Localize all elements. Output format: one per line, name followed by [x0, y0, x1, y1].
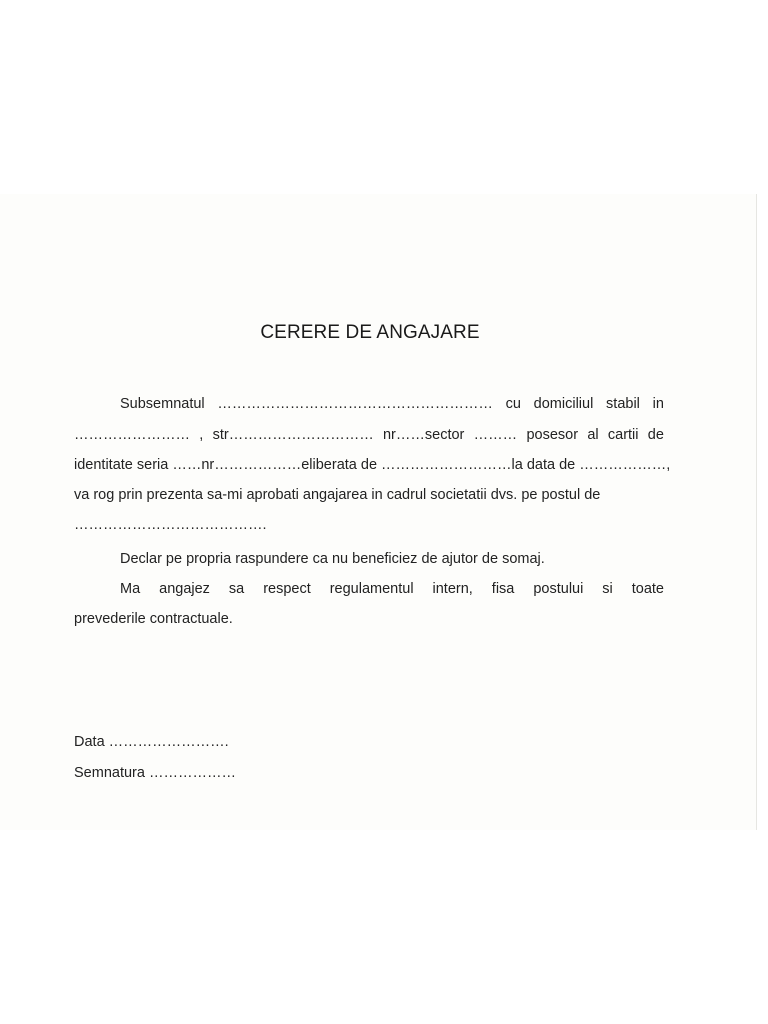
word: fisa — [491, 581, 515, 597]
paragraph3-line1 — [120, 579, 664, 599]
word: angajez — [159, 581, 210, 597]
word: cu — [505, 396, 521, 412]
word: toate — [631, 581, 664, 597]
paragraph1-line3 — [74, 455, 671, 475]
word: posesor — [526, 427, 579, 443]
word: de — [647, 427, 664, 443]
word: si — [602, 581, 613, 597]
word: ……… — [473, 427, 518, 443]
signature-field: Semnatura ……………… — [74, 765, 236, 781]
paragraph2: Declar pe propria raspundere ca nu beneficiez de ajutor de somaj. — [120, 551, 545, 567]
text-segment: identitate seria ……nr………………eliberata de ……………………… — [74, 457, 512, 473]
word: Ma — [120, 581, 141, 597]
text-segment: la data de ………………, — [511, 457, 671, 473]
page-edge-divider — [756, 194, 757, 830]
paragraph1-line1 — [120, 394, 664, 414]
document-title: CERERE DE ANGAJARE — [260, 322, 480, 343]
word: respect — [263, 581, 311, 597]
paragraph1-line5: …………………………………. — [74, 517, 267, 533]
word: domiciliul — [533, 396, 594, 412]
word: nr……sector — [382, 427, 465, 443]
word: …………………… — [74, 427, 190, 443]
word: stabil — [606, 396, 640, 412]
word: , — [199, 427, 204, 443]
text-segment: va rog prin prezenta sa-mi aprobati angajarea in cadrul societatii dvs. pe postul de — [74, 487, 601, 503]
document-sheet — [0, 194, 756, 830]
word: regulamentul — [329, 581, 414, 597]
date-field: Data ……………………. — [74, 734, 229, 750]
word: postului — [533, 581, 584, 597]
paragraph1-line4 — [74, 485, 664, 505]
word: cartii — [607, 427, 639, 443]
word: al — [587, 427, 599, 443]
word: intern, — [432, 581, 473, 597]
word: str………………………… — [212, 427, 374, 443]
word: in — [652, 396, 664, 412]
word: sa — [228, 581, 245, 597]
paragraph3-line2: prevederile contractuale. — [74, 611, 233, 627]
paragraph1-line2 — [74, 425, 664, 445]
word: ………………………………………………… — [217, 396, 493, 412]
word: Subsemnatul — [120, 396, 205, 412]
